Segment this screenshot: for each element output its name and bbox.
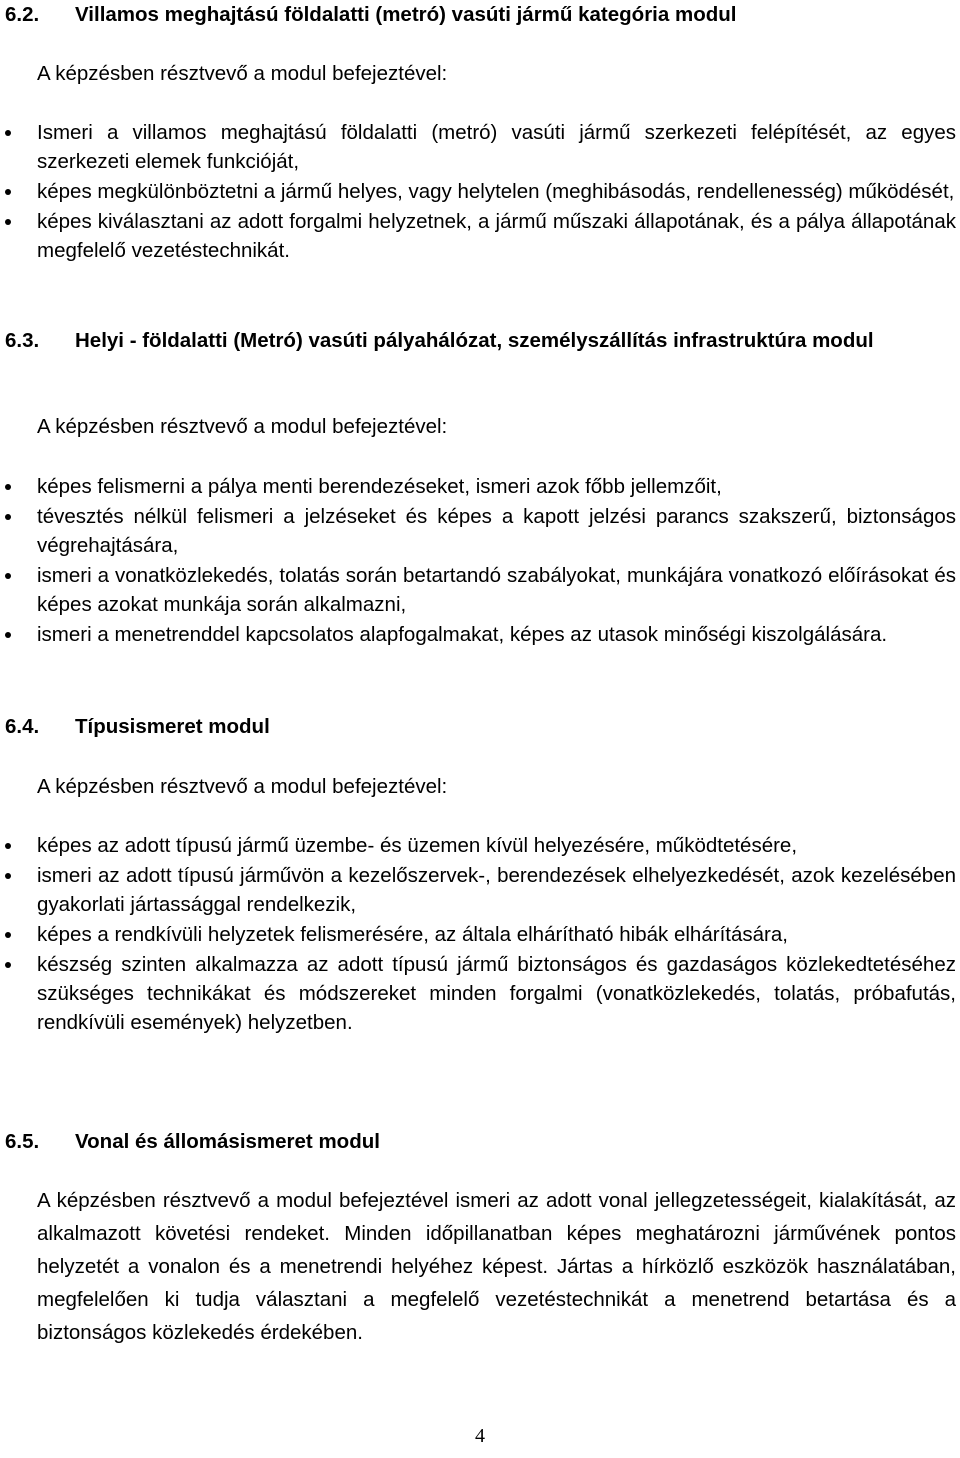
section-intro: A képzésben résztvevő a modul befejeztével: — [37, 775, 448, 798]
section-heading-6-4 — [5, 712, 935, 741]
list-item: tévesztés nélkül felismeri a jelzéseket és képes a kapott jelzési parancs szakszerű, biztonságos végrehajtására, — [0, 502, 956, 560]
bullet-icon — [5, 573, 11, 579]
section-heading-6-2 — [5, 0, 935, 29]
bullet-icon — [5, 484, 11, 490]
section-number: 6.5. — [5, 1130, 40, 1153]
section-title: Típusismeret modul — [75, 715, 270, 738]
section-intro: A képzésben résztvevő a modul befejeztével: — [37, 62, 448, 85]
bullet-icon — [5, 962, 11, 968]
section-number: 6.3. — [5, 329, 40, 352]
bullet-icon — [5, 843, 11, 849]
list-item: képes az adott típusú jármű üzembe- és üzemen kívül helyezésére, működtetésére, — [0, 831, 956, 860]
bullet-icon — [5, 189, 11, 195]
list-item: képes a rendkívüli helyzetek felismerésére, az általa elhárítható hibák elhárítására, — [0, 920, 956, 949]
bullet-icon — [5, 632, 11, 638]
section-title: Villamos meghajtású földalatti (metró) vasúti jármű kategória modul — [75, 3, 737, 26]
bullet-list-6-3 — [0, 472, 956, 650]
list-item: képes megkülönböztetni a jármű helyes, vagy helytelen (meghibásodás, rendellenesség) működését, — [0, 177, 956, 206]
section-number: 6.4. — [5, 715, 40, 738]
bullet-icon — [5, 932, 11, 938]
list-item: ismeri a vonatközlekedés, tolatás során betartandó szabályokat, munkájára vonatkozó előírásokat és képes azokat munkája során alkalmazni, — [0, 561, 956, 619]
section-heading-6-5 — [5, 1127, 935, 1156]
bullet-icon — [5, 130, 11, 136]
section-title: Helyi - földalatti (Metró) vasúti pályahálózat, személyszállítás infrastruktúra modul — [75, 329, 874, 352]
list-item: ismeri a menetrenddel kapcsolatos alapfogalmakat, képes az utasok minőségi kiszolgálására. — [0, 620, 956, 649]
list-item: készség szinten alkalmazza az adott típusú jármű biztonságos és gazdaságos közlekedtetéséhez szükséges technikákat és módszereket minden forgalmi (vonatközlekedés, tolatás, próbafutás, rendkívüli események) helyzetben. — [0, 950, 956, 1037]
bullet-icon — [5, 873, 11, 879]
bullet-list-6-2 — [0, 118, 956, 266]
list-item: Ismeri a villamos meghajtású földalatti (metró) vasúti jármű szerkezeti felépítését, az egyes szerkezeti elemek funkcióját, — [0, 118, 956, 176]
bullet-icon — [5, 219, 11, 225]
section-heading-6-3 — [5, 326, 935, 355]
section-intro: A képzésben résztvevő a modul befejeztével: — [37, 415, 448, 438]
list-item: képes kiválasztani az adott forgalmi helyzetnek, a jármű műszaki állapotának, és a pálya állapotának megfelelő vezetéstechnikát. — [0, 207, 956, 265]
section-number: 6.2. — [5, 3, 40, 26]
bullet-icon — [5, 514, 11, 520]
bullet-list-6-4 — [0, 831, 956, 1038]
list-item: ismeri az adott típusú járművön a kezelőszervek-, berendezések elhelyezkedését, azok kezelésében gyakorlati jártassággal rendelkezik, — [0, 861, 956, 919]
section-paragraph: A képzésben résztvevő a modul befejeztével ismeri az adott vonal jellegzetességeit, kialakítását, az alkalmazott követési rendeket. Minden időpillanatban képes meghatározni járművének pontos helyzetét a vonalon és a menetrendi helyéhez képest. Jártas a hírközlő eszközök használatában, megfelelően ki tudja választani a megfelelő vezetéstechnikát a menetrend betartása és a biztonságos közlekedés érdekében. — [37, 1189, 956, 1344]
list-item: képes felismerni a pálya menti berendezéseket, ismeri azok főbb jellemzőit, — [0, 472, 956, 501]
page-number: 4 — [475, 1425, 485, 1447]
section-title: Vonal és állomásismeret modul — [75, 1130, 380, 1153]
